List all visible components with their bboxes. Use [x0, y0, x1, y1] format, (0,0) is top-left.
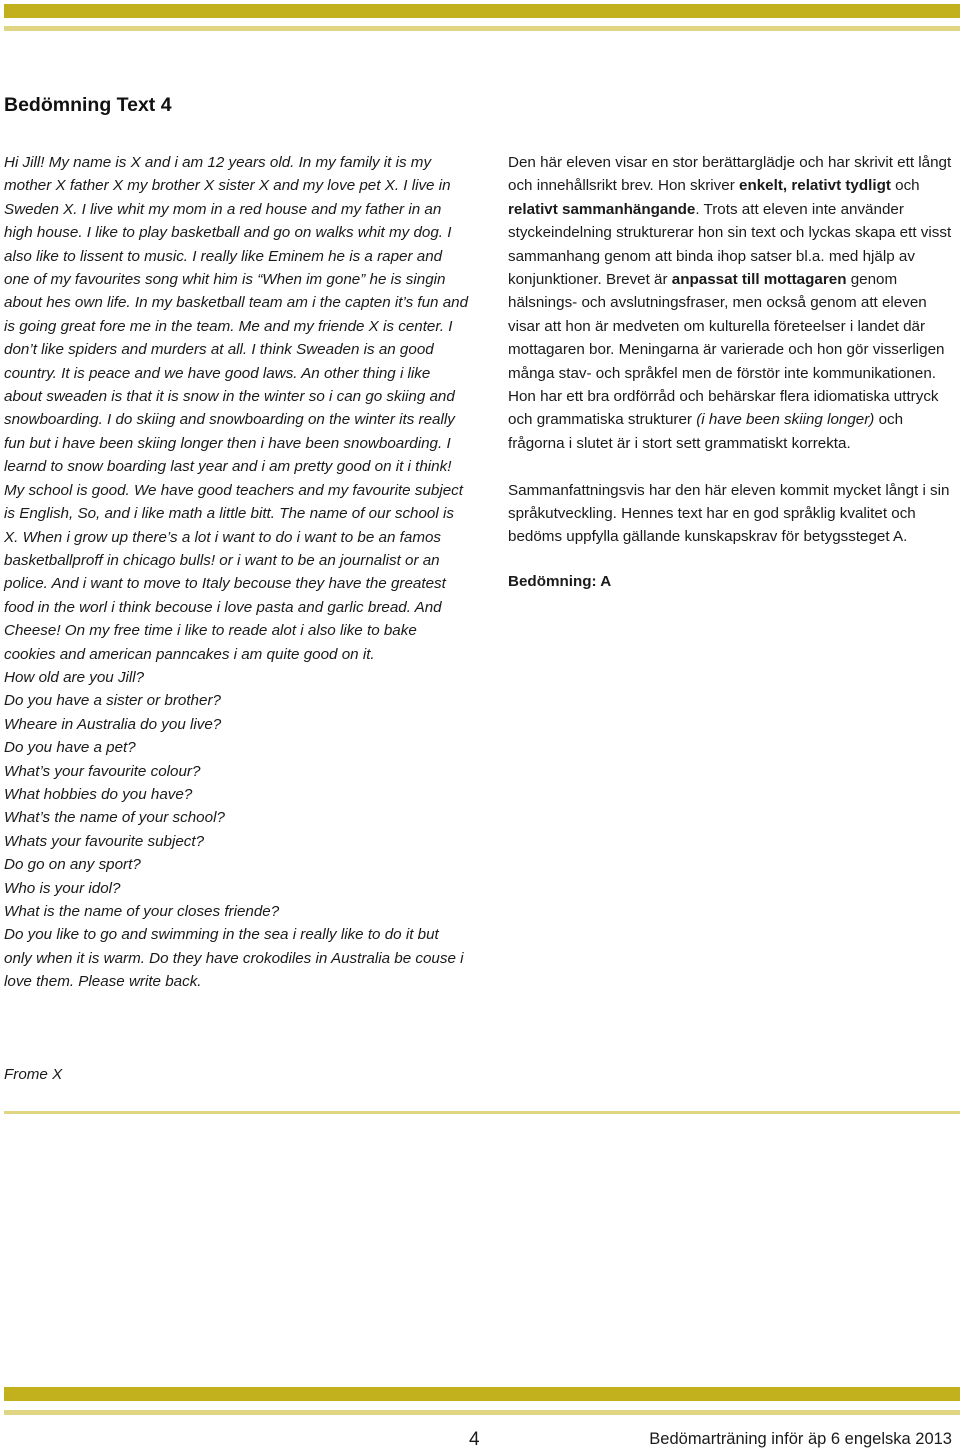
question-item: What’s your favourite colour? [4, 762, 201, 780]
letter-signature: Frome X [4, 1066, 63, 1083]
question-item: Wheare in Australia do you live? [4, 715, 222, 733]
question-item: What’s the name of your school? [4, 809, 225, 827]
footer-accent-bar [4, 1387, 960, 1401]
letter-body: Hi Jill! My name is X and i am 12 years old. In my family it is my mother X father X my brother X sister X and my love pet X. I live in Sweden X. I live whit my mom in a red house and my father in an high house. I like to play basketball and go on walks whit my dog. I also like to lissent to music. I really like Eminem he is a raper and one of my favourites song whit him is “When im gone” he is singin about hes own life. In my basketball team am i the capten it’s fun and is going great fore me in the team. Me and my friende X is center. I don’t like spiders and murders at all. I think Sweaden is an good country. It is peace and we have good laws. An other thing i like about sweaden is that it is snow in the winter so i can go skiing and snowboarding. I do skiing and snowboarding on the winter its really fun but i have been skiing longer then i have been snowboarding. I learnd to snow boarding last year and i am pretty good on it i think! My school is good. We have good teachers and my favourite subject is English, So, and i like math a little bitt. The name of our school is X. When i grow up there’s a lot i want to do i want to be an famos basketballproff in chicago bulls! or i want to be an journalist or an police. And i want to move to Italy becouse they have the greatest food in the worl i think becouse i love pasta and garlic bread. And Cheese! On my free time i like to reade alot i also like to bake cookies and american panncakes i am quite good on it. [4, 154, 469, 663]
page-number: 4 [469, 1429, 480, 1450]
question-item: Do go on any sport? [4, 856, 141, 874]
header-accent-bar [4, 4, 960, 18]
question-item: Do you have a pet? [4, 739, 136, 757]
content-divider [4, 1111, 960, 1114]
assessment-grade: Bedömning: A [508, 572, 612, 590]
question-item: Do you have a sister or brother? [4, 692, 221, 710]
emphasis-text: relativt sammanhängande [508, 200, 696, 218]
example-quote: (i have been skiing longer) [696, 411, 875, 429]
emphasis-text: anpassat till mottagaren [671, 271, 847, 289]
page-title: Bedömning Text 4 [4, 94, 172, 116]
emphasis-text: enkelt, relativt tydligt [739, 177, 891, 195]
header-accent-line [4, 26, 960, 31]
question-item: Who is your idol? [4, 879, 121, 897]
question-item: Whats your favourite subject? [4, 832, 205, 850]
assessment-paragraph-2: Sammanfattningsvis har den här eleven kommit mycket långt i sin språkutveckling. Hennes text har en god språklig kvalitet och bedöms uppfylla gällande kunskapskrav för betygssteget A. [508, 481, 950, 546]
footer-accent-line [4, 1410, 960, 1415]
student-letter [4, 151, 469, 994]
footer-title: Bedömarträning inför äp 6 engelska 2013 [649, 1430, 952, 1448]
question-item: How old are you Jill? [4, 668, 145, 686]
assessment-commentary [508, 151, 960, 593]
question-item: What hobbies do you have? [4, 785, 193, 803]
question-item: What is the name of your closes friende? [4, 903, 280, 920]
letter-questions [4, 666, 469, 923]
letter-closing: Do you like to go and swimming in the sea i really like to do it but only when it is warm. Do they have crokodiles in Australia be couse i love them. Please write back. [4, 926, 464, 991]
assessment-paragraph-1: Den här eleven visar en stor berättarglädje och har skrivit ett långt och innehållsrikt brev. Hon skriver enkelt, relativt tydligt och relativt sammanhängande. Trots att eleven inte använder styckeindelning strukturerar hon sin text och lyckas skapa ett visst sammanhang genom att binda ihop satser bl.a. med hjälp av konjunktioner. Brevet är anpassat till mottagaren genom hälsnings- och avslutningsfraser, men också genom att eleven visar att hon är medveten om kulturella företeelser i landet där mottagaren bor. Meningarna är varierade och hon gör visserligen många stav- och språkfel men de förstör inte kommunikationen. Hon har ett bra ordförråd och behärskar flera idiomatiska uttryck och grammatiska strukturer (i have been skiing longer) och frågorna i slutet är i stort sett grammatiskt korrekta. [508, 154, 952, 452]
